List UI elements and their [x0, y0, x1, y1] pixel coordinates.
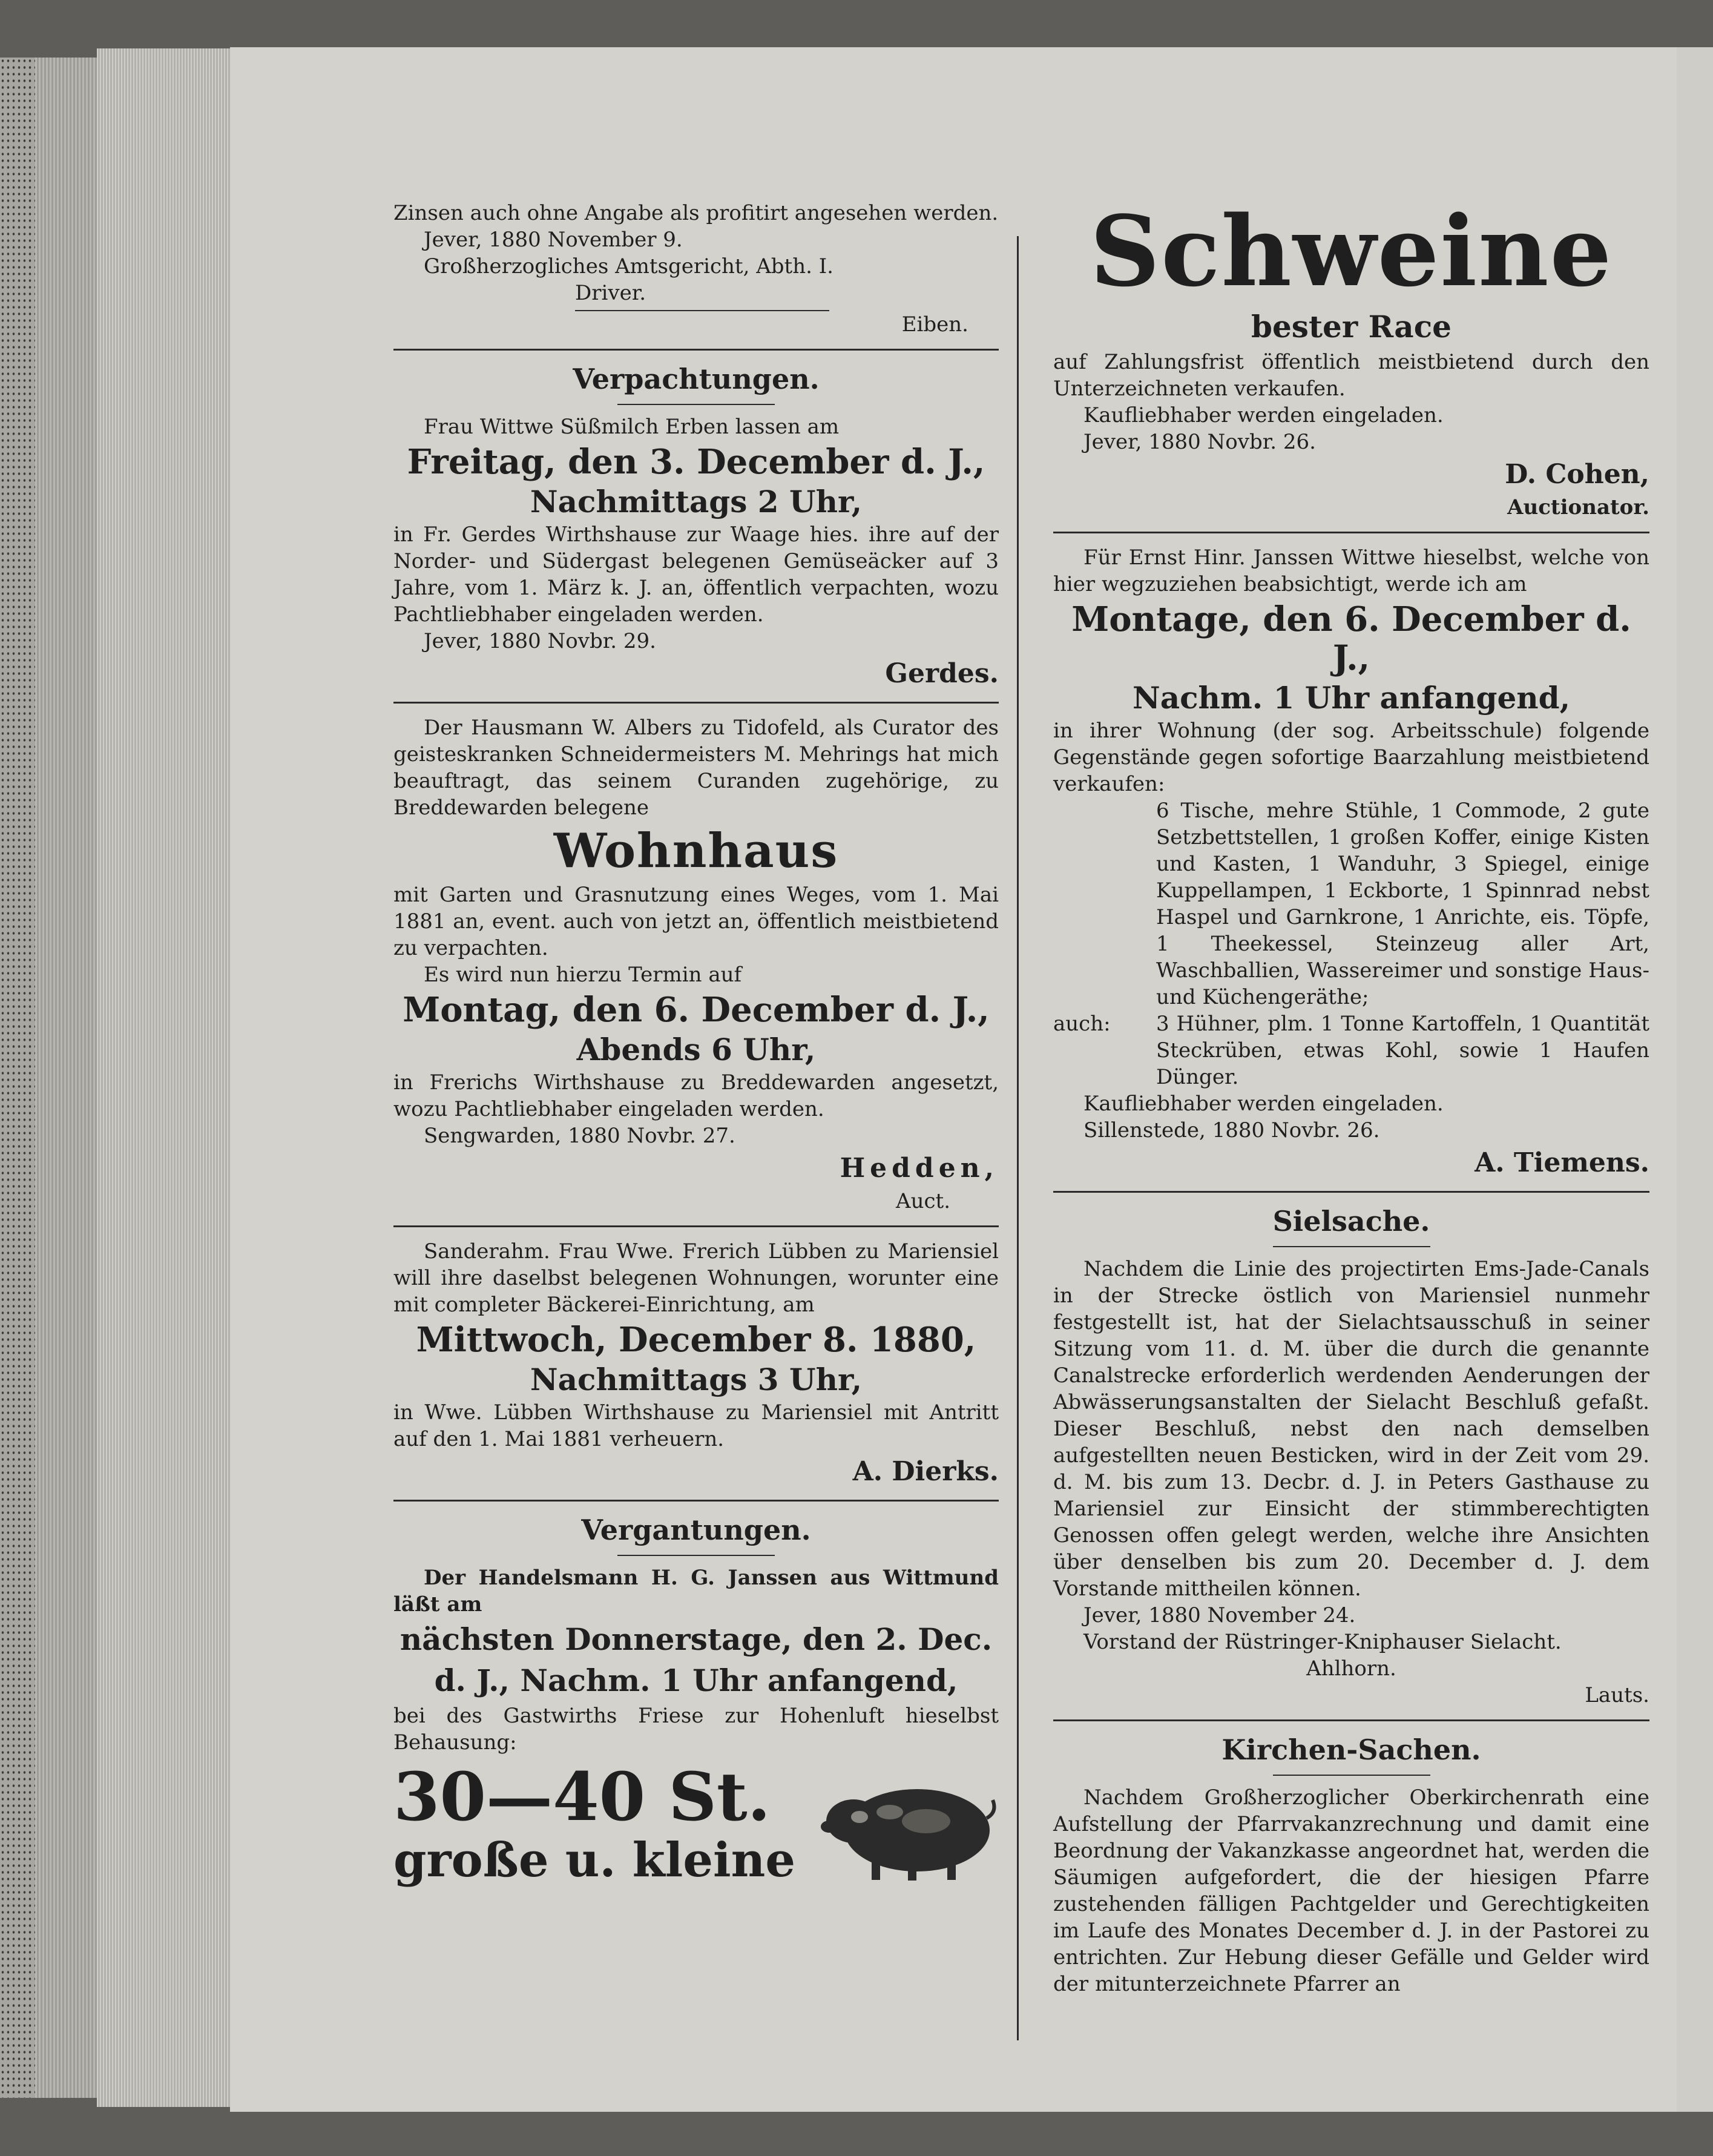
section-heading: Verpachtungen.: [573, 363, 820, 395]
section-rule: [393, 1500, 999, 1502]
notice-body: Nachdem die Linie des projectirten Ems-Jade-Canals in der Strecke östlich von Mariensiel nunmehr festgestellt ist, hat der Sielachtsausschuß in seiner Sitzung vom 11. d. M. über die durch die genannte Canalstrecke erforderlich werdenden Aenderungen der Abwässerungsanstalten der Sielacht Beschluß gefaßt. Dieser Beschluß, nebst den nach demselben aufgestellten neuen Besticken, wird in der Zeit vom 29. d. M. bis zum 13. Decbr. d. J. in Peters Gasthause zu Mariensiel zur Einsicht der stimmberechtigten Genossen offen gelegt werden, welche ihre Ansichten über denselben bis zum 20. December d. J. dem Vorstande mittheilen können.: [1053, 1257, 1649, 1601]
notice-board: Vorstand der Rüstringer-Kniphauser Sielacht.: [1083, 1630, 1562, 1654]
ad-time: Nachmittags 2 Uhr,: [530, 484, 863, 519]
ad-place: Jever, 1880 Novbr. 26.: [1083, 430, 1316, 454]
ad-invite: Kaufliebhaber werden eingeladen.: [1083, 1092, 1444, 1116]
ad-title: Wohnhaus: [553, 823, 839, 879]
lease-ad-albers: [393, 714, 999, 1215]
rent-ad-luebben: [393, 1238, 999, 1489]
notice-name-2: Lauts.: [1585, 1683, 1649, 1707]
auction-time: d. J., Nachm. 1 Uhr anfangend,: [434, 1663, 958, 1698]
pig-ad-block: [393, 1758, 999, 1888]
next-page-edge: [1677, 47, 1713, 2112]
ad-place: Sillenstede, 1880 Novbr. 26.: [1083, 1118, 1380, 1142]
sielsache-section: [1053, 1204, 1649, 1709]
section-heading: Vergantungen.: [581, 1514, 811, 1546]
ad-also-label: auch:: [1053, 1012, 1111, 1036]
notice-body: Nachdem Großherzoglicher Oberkirchenrath eine Aufstellung der Pfarrvakanzrechnung und damit eine Beordnung der Vakanzkasse angeordnet hat, werden die Säumigen aufgefordert, die der hiesigen Pfarre zustehenden fälligen Pachtgelder und Gerechtigkeiten im Laufe des Monates December d. J. in der Pastorei zu entrichten. Zur Hebung dieser Gefälle und Gelder wird der mitunterzeichnete Pfarrer an: [1053, 1785, 1649, 1996]
notice-judge: Driver.: [575, 281, 646, 305]
ad-title: Schweine: [1090, 194, 1613, 308]
page-stack: [97, 48, 236, 2107]
ad-date: Montag, den 6. December d. J.,: [403, 990, 990, 1030]
right-column: [1053, 194, 1649, 1997]
ad-intro: Sanderahm. Frau Wwe. Frerich Lübben zu Mariensiel will ihre daselbst belegenen Wohnungen, worunter eine mit completer Bäckerei-Einrichtung, am: [393, 1239, 999, 1317]
ad-date: Freitag, den 3. December d. J.,: [407, 442, 985, 482]
kirchen-section: [1053, 1732, 1649, 1997]
ad-items: 6 Tische, mehre Stühle, 1 Commode, 2 gute Setzbettstellen, 1 großen Koffer, einige Kisten und Kasten, 1 Wanduhr, 3 Spiegel, einige Kuppellampen, 1 Eckborte, 1 Spinnrad nebst Haspel und Garnkrone, 1 Anrichte, eis. Töpfe, 1 Theekessel, Steinzeug aller Art, Waschballien, Wassereimer und sonstige Haus- und Küchengeräthe;: [1156, 799, 1649, 1009]
ad-also: 3 Hühner, plm. 1 Tonne Kartoffeln, 1 Quantität Steckrüben, etwas Kohl, sowie 1 Haufen Dünger.: [1156, 1012, 1649, 1089]
ad-also-row: [1053, 1010, 1649, 1090]
notice-text: Zinsen auch ohne Angabe als profitirt angesehen werden.: [393, 201, 999, 225]
notice-court: Großherzogliches Amtsgericht, Abth. I.: [424, 254, 833, 279]
ad-signature: A. Dierks.: [852, 1456, 999, 1487]
notice-clerk: Eiben.: [901, 312, 968, 337]
ad-date: Montage, den 6. December d. J.,: [1071, 599, 1631, 678]
ad-place: Sengwarden, 1880 Novbr. 27.: [424, 1124, 735, 1148]
ad-signature: D. Cohen,: [1505, 459, 1649, 490]
left-column: [393, 200, 999, 1888]
lease-ad-suessmilch: [393, 414, 999, 691]
ad-intro: Für Ernst Hinr. Janssen Wittwe hieselbst, welche von hier wegzuziehen beabsichtigt, werde ich am: [1053, 546, 1649, 596]
pig-illustration-icon: [817, 1764, 999, 1885]
ad-body: in Fr. Gerdes Wirthshause zur Waage hies. ihre auf der Norder- und Südergast belegenen Gemüseäcker auf 3 Jahre, vom 1. März k. J. an, öffentlich verpachten, wozu Pachtliebhaber eingeladen werden.: [393, 523, 999, 627]
pig-sizes: große u. kleine: [393, 1833, 795, 1888]
ad-invite: Kaufliebhaber werden eingeladen.: [1083, 403, 1444, 427]
short-rule: [1273, 1246, 1430, 1247]
ad-time: Nachmittags 3 Uhr,: [530, 1362, 863, 1397]
ad-place: Jever, 1880 Novbr. 29.: [424, 629, 656, 653]
ad-time: Abends 6 Uhr,: [576, 1032, 816, 1067]
ad-rule: [393, 702, 999, 704]
section-heading: Sielsache.: [1272, 1205, 1430, 1238]
section-rule: [1053, 1719, 1649, 1721]
ad-body: in Wwe. Lübben Wirthshause zu Mariensiel mit Antritt auf den 1. Mai 1881 verheuern.: [393, 1400, 999, 1451]
auction-intro: Der Handelsmann H. G. Janssen aus Wittmund läßt am: [393, 1566, 999, 1617]
pig-ad-text: [393, 1758, 795, 1888]
court-notice: [393, 200, 999, 338]
short-rule: [617, 404, 775, 405]
notice-name-1: Ahlhorn.: [1306, 1657, 1396, 1681]
ad-signature: Hedden,: [840, 1153, 999, 1184]
ad-body2: in Frerichs Wirthshause zu Breddewarden angesetzt, wozu Pachtliebhaber eingeladen werden.: [393, 1070, 999, 1121]
ad-signature: Gerdes.: [885, 658, 999, 689]
ad-rule: [393, 1225, 999, 1227]
notice-place: Jever, 1880 November 9.: [424, 228, 683, 252]
ad-termin: Es wird nun hierzu Termin auf: [424, 963, 742, 987]
ad-intro: Der Hausmann W. Albers zu Tidofeld, als Curator des geisteskranken Schneidermeisters M. Mehrings hat mich beauftragt, das seinem Curanden zugehörige, zu Breddewarden belegene: [393, 716, 999, 820]
ad-body: in ihrer Wohnung (der sog. Arbeitsschule) folgende Gegenstände gegen sofortige Baarzahlung meistbietend verkaufen:: [1053, 719, 1649, 796]
ad-time: Nachm. 1 Uhr anfangend,: [1132, 680, 1571, 716]
short-rule: [1273, 1775, 1430, 1776]
ad-body: mit Garten und Grasnutzung eines Weges, vom 1. Mai 1881 an, event. auch von jetzt an, öffentlich meistbietend zu verpachten.: [393, 883, 999, 960]
ad-body: auf Zahlungsfrist öffentlich meistbietend durch den Unterzeichneten verkaufen.: [1053, 350, 1649, 401]
ad-subtitle: bester Race: [1251, 309, 1452, 344]
notice-place: Jever, 1880 November 24.: [1083, 1603, 1356, 1627]
schweine-ad: [1053, 194, 1649, 521]
section-heading: Kirchen-Sachen.: [1221, 1733, 1481, 1766]
short-rule: [617, 1555, 775, 1556]
ad-signature-title: Auctionator.: [1507, 495, 1649, 519]
column-divider: [1017, 236, 1019, 2040]
pig-count: 30—40 St.: [393, 1758, 771, 1836]
ad-intro: Frau Wittwe Süßmilch Erben lassen am: [424, 415, 840, 439]
ad-date: Mittwoch, December 8. 1880,: [416, 1320, 976, 1360]
janssen-auction-ad: [1053, 544, 1649, 1180]
ad-signature: A. Tiemens.: [1475, 1147, 1649, 1178]
section-rule: [1053, 532, 1649, 533]
auction-body: bei des Gastwirths Friese zur Hohenluft hieselbst Behausung:: [393, 1704, 999, 1755]
section-rule: [1053, 1191, 1649, 1193]
verpachtungen-section: [393, 361, 999, 1489]
ad-signature-title: Auct.: [896, 1189, 950, 1213]
section-rule: [393, 349, 999, 351]
auction-date: nächsten Donnerstage, den 2. Dec.: [399, 1621, 993, 1657]
vergantungen-section: [393, 1512, 999, 1888]
